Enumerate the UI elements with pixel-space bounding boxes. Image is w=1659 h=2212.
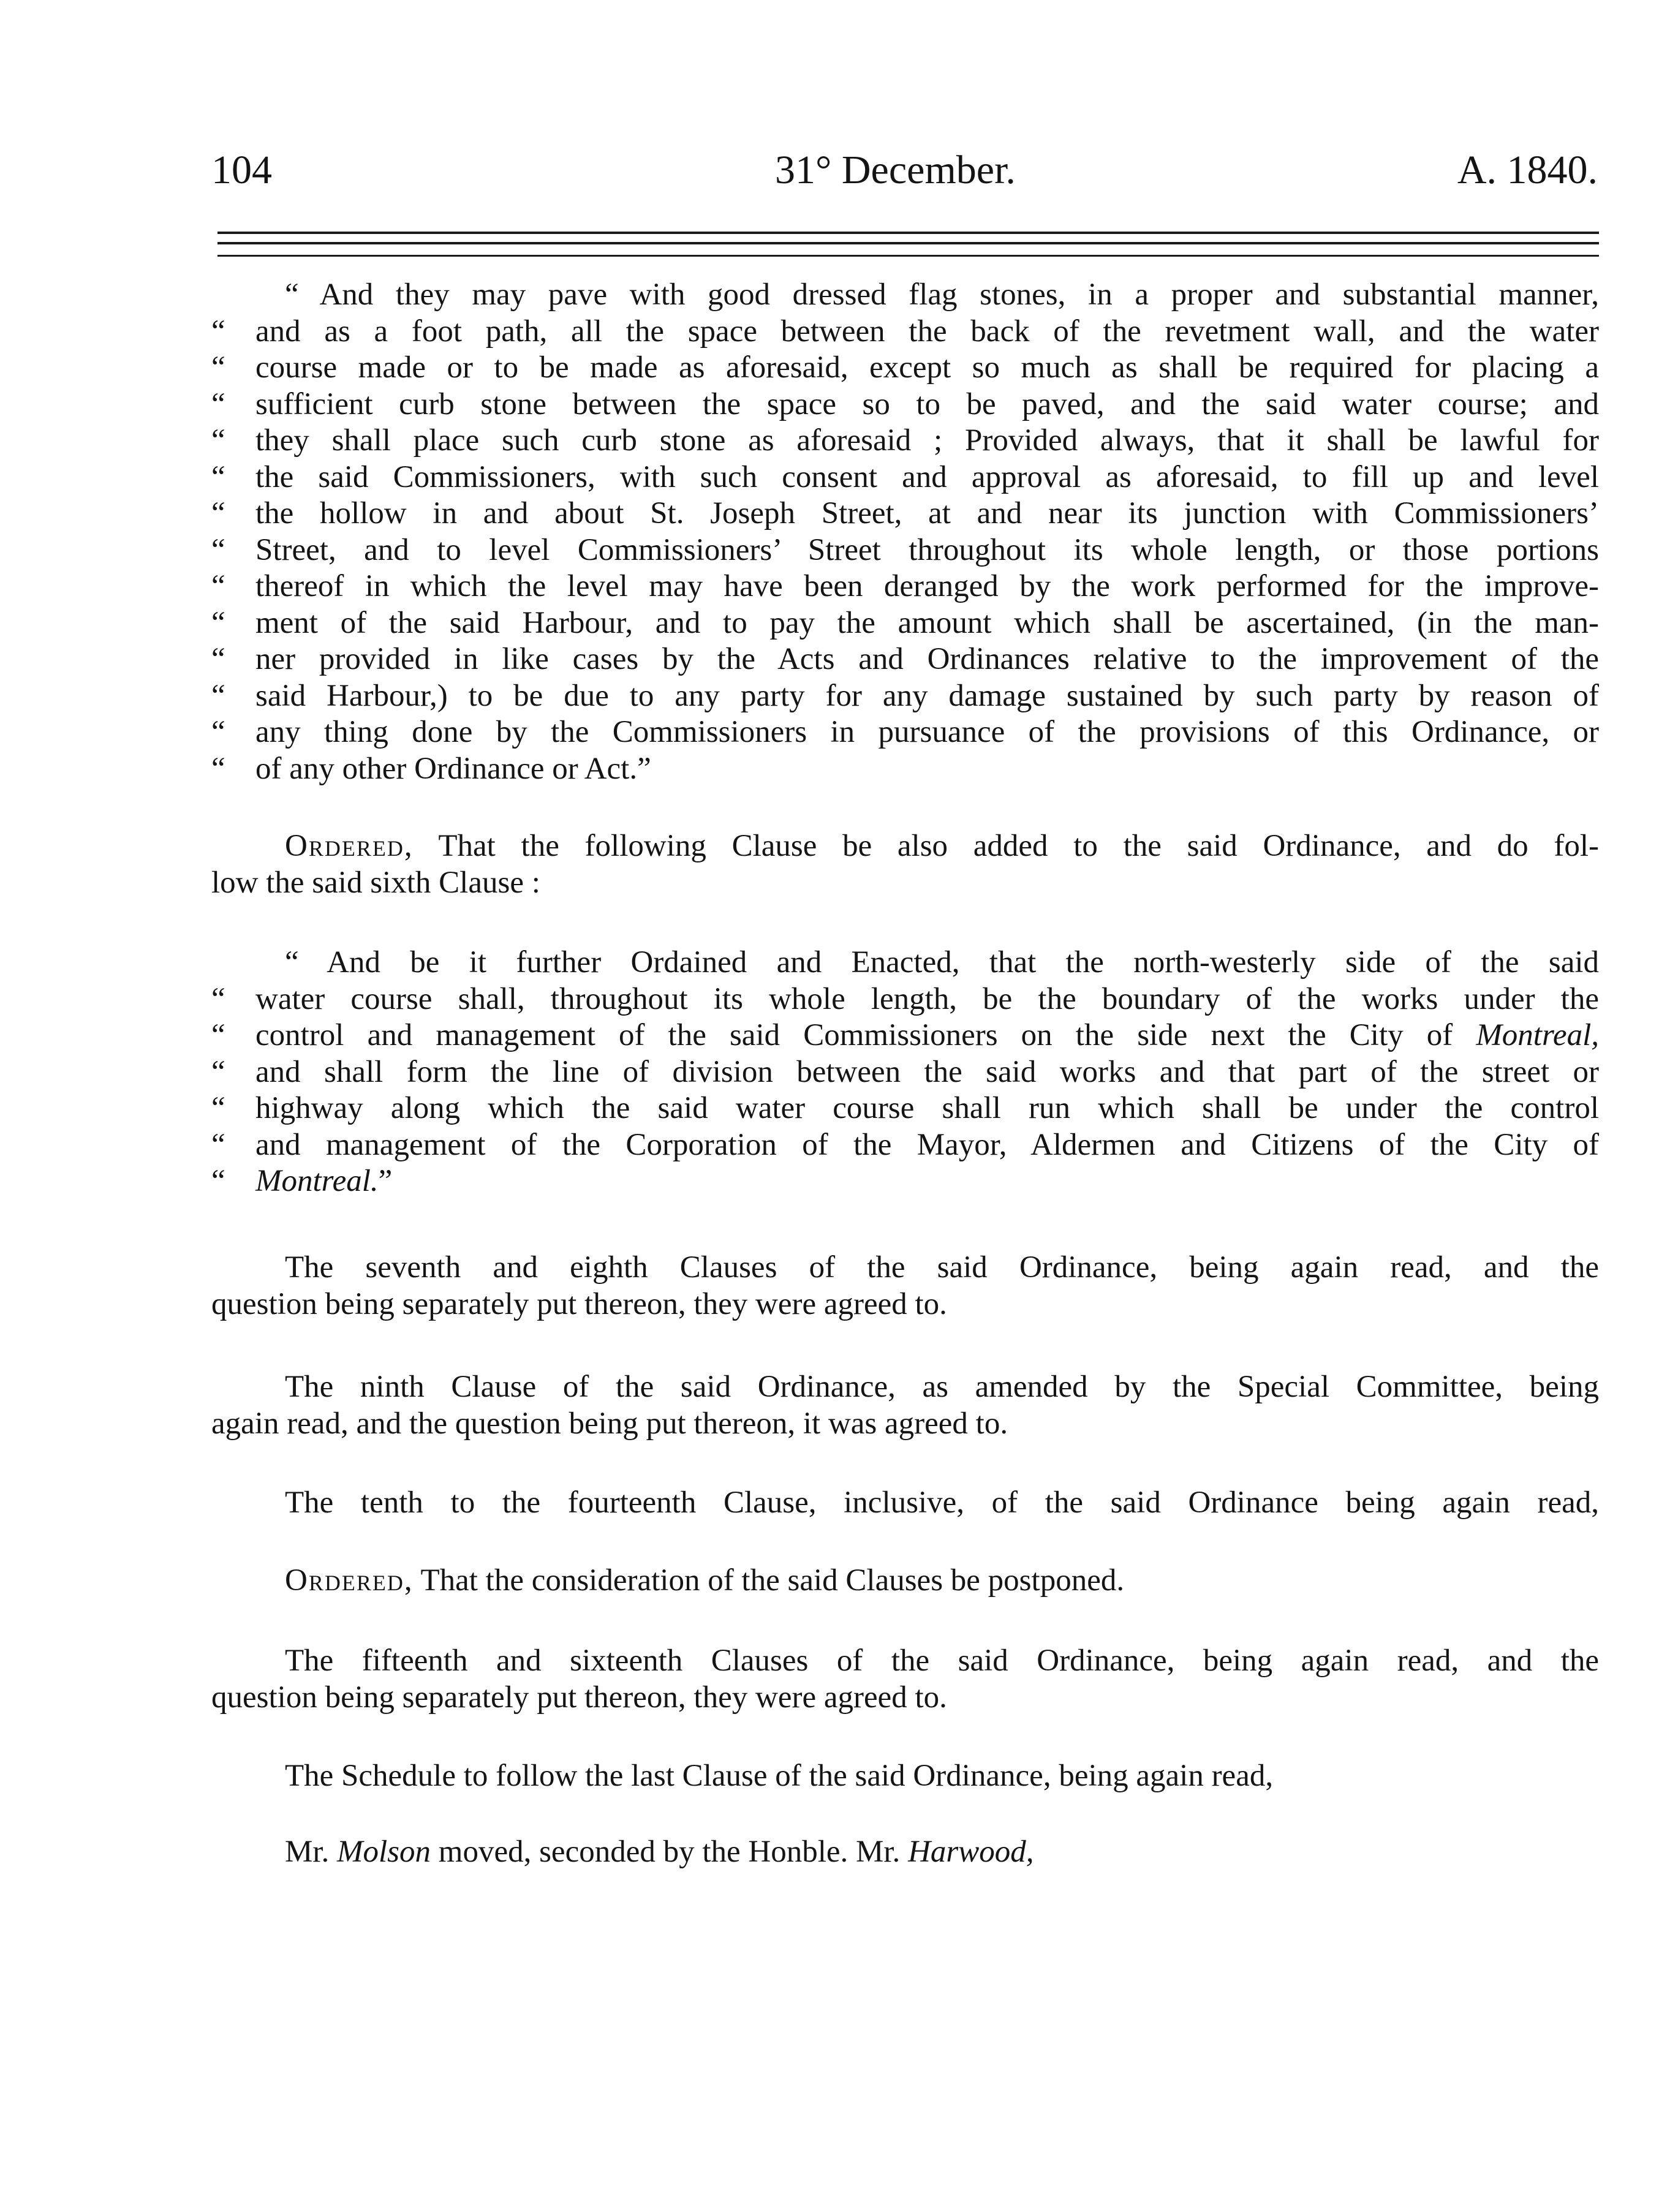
- text-run: And be it further Ordained and Enacted, that the north-westerly side of the said: [327, 945, 1600, 980]
- text-line: [211, 1017, 1599, 1054]
- quote-mark: “: [211, 678, 225, 713]
- quote-mark: “: [211, 605, 225, 640]
- text-run: highway along which the said water course shall run which shall be under the control: [255, 1091, 1599, 1125]
- text-run: and as a foot path, all the space between the back of the revetment wall, and the water: [255, 314, 1599, 349]
- quote-mark: “: [211, 1091, 225, 1125]
- text-line: [211, 1127, 1599, 1164]
- text-run: and management of the Corporation of the Mayor, Aldermen and Citizens of the City of: [255, 1127, 1599, 1162]
- text-line: The ninth Clause of the said Ordinance, as amended by the Special Committee, being: [285, 1370, 1599, 1404]
- text-line: [211, 751, 1599, 788]
- text-run: That the following Clause be also added to the said Ordinance, and do fol-: [438, 829, 1599, 863]
- text-line: [211, 1834, 1599, 1871]
- text-run: said Harbour,) to be due to any party for any damage sustained by such party by reason of: [255, 678, 1599, 713]
- place-name-montreal: Montreal,: [1476, 1018, 1599, 1052]
- text-run: moved, seconded by the Honble. Mr.: [438, 1835, 901, 1869]
- quote-mark: “: [211, 1127, 225, 1162]
- text-line: [211, 387, 1599, 423]
- text-run: of any other Ordinance or Act.”: [255, 751, 651, 786]
- text-line: [211, 678, 1599, 715]
- paragraph-ordered-clause-added: [211, 828, 1599, 901]
- paragraph-schedule: [211, 1758, 1599, 1795]
- text-line: [211, 496, 1599, 532]
- member-name-molson: Molson: [337, 1835, 431, 1869]
- text-line: [211, 945, 1599, 981]
- text-line: again read, and the question being put thereon, it was agreed to.: [211, 1406, 1008, 1441]
- quote-mark: “: [211, 981, 225, 1016]
- text-run: the said Commissioners, with such consent and approval as aforesaid, to fill up and level: [255, 459, 1599, 494]
- text-line: [211, 568, 1599, 605]
- paragraph-tenth-fourteenth-clauses: [211, 1485, 1599, 1522]
- text-run: water course shall, throughout its whole length, be the boundary of the works under the: [255, 981, 1599, 1016]
- text-run: they shall place such curb stone as aforesaid ; Provided always, that it shall be lawful for: [255, 423, 1599, 458]
- text-line: [211, 423, 1599, 459]
- header-rule-middle: [217, 242, 1599, 244]
- quoted-clause-paving: [211, 277, 1599, 787]
- paragraph-motion: [211, 1834, 1599, 1871]
- text-run: ner provided in like cases by the Acts and Ordinances relative to the improvement of the: [255, 642, 1599, 676]
- text-line: The fifteenth and sixteenth Clauses of the said Ordinance, being again read, and the: [285, 1644, 1599, 1678]
- quote-mark: “: [285, 277, 299, 312]
- text-line: [211, 828, 1599, 865]
- quote-mark: “: [211, 1164, 225, 1198]
- text-line: [211, 605, 1599, 642]
- text-run: That the consideration of the said Clauses be postponed.: [420, 1563, 1125, 1598]
- text-line: [211, 277, 1599, 314]
- header-rule-top: [217, 232, 1599, 234]
- text-run: And they may pave with good dressed flag stones, in a proper and substantial manner,: [319, 277, 1600, 312]
- quoted-clause-boundary: [211, 945, 1599, 1200]
- text-run: ment of the said Harbour, and to pay the amount which shall be ascertained, (in the man-: [255, 605, 1599, 640]
- text-line: question being separately put thereon, they were agreed to.: [211, 1680, 947, 1715]
- quote-mark: “: [211, 314, 225, 349]
- ordered-lead: Ordered,: [285, 829, 414, 863]
- text-line: [211, 1054, 1599, 1091]
- paragraph-ninth-clause: [211, 1369, 1599, 1442]
- text-line: The tenth to the fourteenth Clause, inclusive, of the said Ordinance being again read,: [285, 1485, 1599, 1520]
- quote-mark: “: [211, 496, 225, 530]
- text-run: and shall form the line of division between the said works and that part of the street or: [255, 1054, 1599, 1089]
- closing-quote: ”: [378, 1164, 393, 1198]
- paragraph-ordered-postponed: [211, 1563, 1599, 1599]
- header-rule-bottom: [217, 255, 1599, 257]
- text-line: The seventh and eighth Clauses of the said Ordinance, being again read, and the: [285, 1250, 1599, 1285]
- page-number: 104: [211, 148, 272, 192]
- text-line: [211, 532, 1599, 569]
- quote-mark: “: [211, 532, 225, 567]
- text-line: [211, 1563, 1599, 1599]
- quote-mark: “: [285, 945, 299, 980]
- place-name-montreal: Montreal.: [255, 1164, 379, 1198]
- quote-mark: “: [211, 642, 225, 676]
- text-line: [211, 314, 1599, 350]
- text-run: thereof in which the level may have been deranged by the work performed for the improve-: [255, 569, 1599, 603]
- quote-mark: “: [211, 423, 225, 458]
- text-run: Mr.: [285, 1835, 330, 1869]
- quote-mark: “: [211, 387, 225, 421]
- text-run: control and management of the said Commissioners on the side next the City of: [255, 1018, 1453, 1052]
- text-line: [211, 641, 1599, 678]
- text-line: [211, 714, 1599, 751]
- member-name-harwood: Harwood,: [908, 1835, 1034, 1869]
- paragraph-seventh-eighth-clauses: [211, 1250, 1599, 1323]
- quote-mark: “: [211, 459, 225, 494]
- running-header-year: A. 1840.: [1457, 148, 1598, 192]
- quote-mark: “: [211, 715, 225, 749]
- quote-mark: “: [211, 1054, 225, 1089]
- text-run: the hollow in and about St. Joseph Street, at and near its junction with Commissioners’: [255, 496, 1599, 530]
- text-line: The Schedule to follow the last Clause of the said Ordinance, being again read,: [285, 1759, 1274, 1793]
- text-line: [211, 1163, 1599, 1200]
- text-run: course made or to be made as aforesaid, except so much as shall be required for placing a: [255, 350, 1599, 385]
- paragraph-fifteenth-sixteenth-clauses: [211, 1643, 1599, 1716]
- text-line: [211, 981, 1599, 1018]
- quote-mark: “: [211, 1018, 225, 1052]
- quote-mark: “: [211, 569, 225, 603]
- text-line: low the said sixth Clause :: [211, 865, 540, 900]
- quote-mark: “: [211, 751, 225, 786]
- text-line: question being separately put thereon, they were agreed to.: [211, 1286, 947, 1321]
- text-run: any thing done by the Commissioners in pursuance of the provisions of this Ordinance, or: [255, 715, 1599, 749]
- running-header-date: 31° December.: [775, 148, 1016, 192]
- ordered-lead: Ordered,: [285, 1563, 414, 1598]
- quote-mark: “: [211, 350, 225, 385]
- text-line: [211, 350, 1599, 387]
- text-line: [211, 459, 1599, 496]
- text-line: [211, 1090, 1599, 1127]
- text-run: Street, and to level Commissioners’ Street throughout its whole length, or those portions: [255, 532, 1599, 567]
- text-run: sufficient curb stone between the space so to be paved, and the said water course; and: [255, 387, 1599, 421]
